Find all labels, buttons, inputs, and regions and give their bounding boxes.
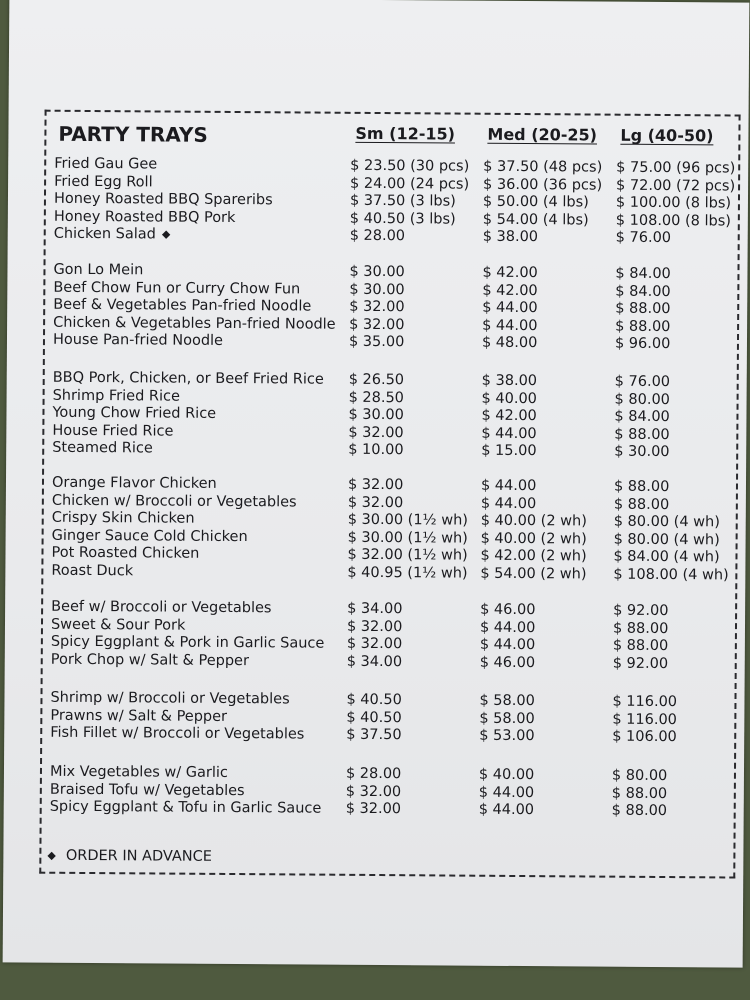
price-sm [348, 406, 403, 424]
price-med-text: $ 58.00 [479, 710, 535, 727]
price-lg [615, 282, 670, 300]
price-lg-text: $ 108.00 (4 wh) [613, 566, 729, 584]
price-lg-text: $ 84.00 [615, 265, 671, 283]
price-lg-text: $ 80.00 [611, 767, 668, 785]
item-name-text: Chicken w/ Broccoli or Vegetables [51, 492, 297, 511]
item-name [53, 261, 143, 280]
price-sm [349, 280, 404, 298]
item-name-text: Prawns w/ Salt & Pepper [50, 707, 228, 725]
price-lg-text: $ 106.00 [612, 728, 677, 746]
price-sm-text: $ 32.00 [346, 635, 403, 653]
price-sm [346, 726, 401, 744]
price-sm [347, 653, 402, 671]
price-sm-text: $ 32.00 [345, 800, 402, 818]
price-med-text: $ 38.00 [481, 372, 538, 390]
price-lg [615, 265, 670, 283]
price-med-text: $ 44.00 [478, 801, 535, 819]
footnote [47, 848, 212, 865]
item-name [53, 296, 311, 316]
price-sm [350, 174, 469, 193]
item-name-text: Sweet & Sour Pork [50, 616, 186, 634]
price-sm [350, 210, 456, 229]
price-sm-text: $ 10.00 [348, 442, 404, 459]
price-sm [346, 800, 401, 818]
price-sm-text: $ 23.50 (30 pcs) [350, 157, 470, 175]
price-lg [612, 767, 667, 785]
diamond-icon: ◆ [47, 848, 56, 862]
price-lg [616, 229, 671, 247]
item-name [54, 172, 153, 191]
item-name [51, 651, 249, 670]
diamond-icon: ◆ [161, 227, 171, 241]
price-lg-text: $ 88.00 [612, 637, 669, 655]
price-lg-text: $ 108.00 (8 lbs) [615, 212, 732, 230]
price-sm-text: $ 32.00 [349, 316, 405, 333]
price-sm [349, 298, 404, 316]
price-med-text: $ 44.00 [482, 299, 538, 317]
price-med [483, 175, 602, 194]
price-med [483, 211, 589, 230]
item-name-text: Orange Flavor Chicken [51, 474, 217, 492]
menu-items [49, 0, 745, 903]
item-name [50, 763, 228, 782]
price-sm [347, 546, 467, 565]
price-sm [346, 782, 401, 800]
price-med [480, 601, 535, 619]
price-med-text: $ 54.00 (4 lbs) [482, 211, 589, 229]
price-sm-text: $ 32.00 [345, 783, 402, 800]
menu-paper [3, 0, 750, 968]
price-med [481, 512, 587, 531]
price-lg-text: $ 88.00 [613, 478, 670, 496]
price-sm [348, 476, 403, 494]
price-lg [616, 159, 735, 178]
item-name-text: Honey Roasted BBQ Pork [53, 208, 236, 226]
item-name-text: Roast Duck [51, 562, 134, 580]
item-name [51, 562, 133, 581]
price-sm-text: $ 40.50 [346, 691, 402, 709]
price-lg [614, 408, 669, 426]
price-sm [348, 511, 468, 530]
price-med-text: $ 44.00 [479, 636, 536, 654]
price-med [481, 530, 587, 549]
item-name-text: House Pan-fried Noodle [52, 332, 224, 350]
item-name-text: Pot Roasted Chicken [51, 545, 200, 563]
price-med-text: $ 38.00 [482, 229, 539, 246]
price-med [481, 407, 536, 425]
price-lg-text: $ 88.00 [615, 318, 671, 335]
item-name [50, 706, 227, 725]
price-sm [348, 441, 403, 459]
price-sm-text: $ 35.00 [348, 334, 405, 351]
item-name-text: Pork Chop w/ Salt & Pepper [50, 651, 249, 669]
price-lg-text: $ 92.00 [613, 602, 669, 620]
price-lg [613, 548, 719, 567]
price-med-text: $ 44.00 [480, 495, 537, 512]
item-name [53, 278, 300, 298]
price-lg-text: $ 80.00 [614, 391, 671, 408]
price-sm-text: $ 30.00 [349, 263, 405, 281]
price-lg [614, 495, 669, 513]
item-name-text: Mix Vegetables w/ Garlic [49, 763, 228, 781]
item-name-text: Ginger Sauce Cold Chicken [51, 527, 248, 545]
price-med [479, 709, 534, 727]
price-sm [348, 424, 403, 442]
price-lg-text: $ 96.00 [614, 336, 671, 353]
item-name-text: Chicken & Vegetables Pan-fried Noodle [53, 314, 336, 333]
item-name [54, 155, 157, 174]
item-name [50, 724, 304, 744]
price-lg [615, 335, 670, 353]
item-name [50, 689, 289, 709]
price-lg-text: $ 30.00 [614, 444, 670, 461]
price-med-text: $ 44.00 [480, 477, 537, 495]
item-name [52, 474, 217, 493]
price-med-text: $ 40.00 [478, 766, 535, 784]
price-sm-text: $ 32.00 [347, 494, 404, 511]
price-sm-text: $ 37.50 (3 lbs) [349, 192, 456, 210]
item-name [50, 798, 322, 818]
price-med [481, 442, 536, 460]
item-name-text: Beef w/ Broccoli or Vegetables [51, 598, 272, 617]
price-med [483, 158, 602, 177]
price-med [480, 547, 586, 566]
item-name-text: Crispy Skin Chicken [51, 509, 195, 527]
price-sm [346, 708, 401, 726]
item-name-text: Steamed Rice [52, 440, 153, 457]
price-med [481, 477, 536, 495]
item-name-text: Braised Tofu w/ Vegetables [49, 781, 245, 799]
price-med-text: $ 40.00 [481, 390, 538, 407]
price-med [482, 264, 537, 282]
item-name-text: Honey Roasted BBQ Spareribs [53, 190, 273, 209]
price-sm [350, 157, 469, 176]
column-header-med: Med (20-25) [487, 124, 598, 145]
price-sm [346, 765, 401, 783]
price-med-text: $ 44.00 [481, 425, 537, 442]
item-name [52, 527, 248, 546]
price-sm [349, 388, 404, 406]
price-med-text: $ 46.00 [480, 601, 536, 619]
price-lg-text: $ 88.00 [615, 300, 671, 318]
price-med [482, 299, 537, 317]
price-lg [614, 425, 669, 443]
footnote-text: ORDER IN ADVANCE [65, 847, 213, 865]
item-name [52, 509, 195, 528]
item-name [52, 422, 173, 441]
price-sm-text: $ 34.00 [347, 600, 403, 618]
price-sm-text: $ 32.00 [349, 298, 405, 316]
price-lg-text: $ 92.00 [612, 655, 669, 672]
price-med [480, 565, 586, 584]
price-med-text: $ 42.00 (2 wh) [480, 548, 587, 565]
price-med-text: $ 58.00 [479, 692, 535, 710]
price-sm-text: $ 28.50 [348, 389, 405, 406]
price-med [483, 228, 538, 246]
price-med [482, 317, 537, 335]
price-med [481, 425, 536, 443]
price-med [479, 727, 534, 745]
item-name-text: Shrimp w/ Broccoli or Vegetables [50, 689, 290, 708]
price-sm [348, 493, 403, 511]
price-sm [347, 635, 402, 653]
price-med-text: $ 54.00 (2 wh) [480, 565, 587, 583]
price-med [480, 654, 535, 672]
item-name-text: Fish Fillet w/ Broccoli or Vegetables [50, 724, 305, 743]
price-med [483, 193, 589, 212]
price-sm-text: $ 32.00 [347, 476, 404, 494]
price-sm-text: $ 30.00 (1½ wh) [347, 511, 469, 529]
price-med [482, 389, 537, 407]
price-sm-text: $ 30.00 [349, 281, 405, 298]
price-lg [613, 637, 668, 655]
price-med [480, 636, 535, 654]
price-sm-text: $ 40.50 [346, 709, 402, 726]
item-name [52, 439, 153, 458]
price-med-text: $ 36.00 (36 pcs) [483, 176, 603, 194]
price-sm [347, 600, 402, 618]
item-name [54, 208, 236, 227]
price-med [479, 692, 534, 710]
price-med [479, 801, 534, 819]
item-name-text: Young Chow Fried Rice [52, 404, 217, 423]
price-sm-text: $ 32.00 [348, 424, 404, 441]
price-lg-text: $ 80.00 (4 wh) [613, 531, 720, 549]
price-lg [613, 566, 729, 585]
price-lg-text: $ 76.00 [614, 373, 671, 391]
price-lg-text: $ 72.00 (72 pcs) [616, 177, 736, 195]
price-sm-text: $ 28.00 [349, 228, 406, 245]
item-name-text: Shrimp Fried Rice [52, 387, 180, 405]
item-name [50, 780, 245, 799]
item-name-text: Beef Chow Fun or Curry Chow Fun [53, 279, 301, 298]
price-med-text: $ 44.00 [478, 784, 535, 801]
item-name-text: Fried Gau Gee [54, 155, 158, 173]
price-med-text: $ 40.00 (2 wh) [480, 512, 587, 530]
price-lg-text: $ 80.00 (4 wh) [613, 513, 720, 531]
item-name-text: Spicy Eggplant & Tofu in Garlic Sauce [49, 798, 322, 817]
price-sm-text: $ 30.00 (1½ wh) [347, 529, 468, 547]
price-sm [350, 192, 456, 211]
price-lg [616, 211, 731, 230]
price-med-text: $ 48.00 [481, 335, 538, 352]
price-sm [349, 333, 404, 351]
price-sm-text: $ 40.50 (3 lbs) [349, 210, 456, 228]
item-name-text: BBQ Pork, Chicken, or Beef Fried Rice [52, 369, 324, 388]
item-name-text: Beef & Vegetables Pan-fried Noodle [53, 296, 312, 315]
price-med [479, 766, 534, 784]
item-name [53, 386, 180, 405]
price-lg-text: $ 116.00 [612, 693, 678, 711]
price-sm [349, 371, 404, 389]
price-lg [614, 513, 720, 532]
price-sm [347, 617, 402, 635]
price-sm [349, 316, 404, 334]
price-med-text: $ 40.00 (2 wh) [480, 530, 587, 548]
price-sm-text: $ 40.95 (1½ wh) [347, 564, 468, 582]
price-med-text: $ 42.00 [482, 282, 538, 299]
price-lg [616, 176, 735, 195]
price-lg [615, 373, 670, 391]
price-med-text: $ 46.00 [479, 654, 536, 671]
price-lg-text: $ 84.00 (4 wh) [613, 549, 720, 566]
price-sm-text: $ 30.00 [348, 406, 404, 424]
price-med [482, 334, 537, 352]
price-med [482, 372, 537, 390]
price-lg-text: $ 88.00 [611, 785, 668, 802]
price-med [479, 783, 534, 801]
price-lg [614, 530, 720, 549]
price-lg-text: $ 88.00 [611, 802, 668, 820]
price-lg-text: $ 88.00 [613, 496, 670, 513]
page-title: PARTY TRAYS [58, 121, 208, 147]
price-med-text: $ 50.00 (4 lbs) [482, 193, 589, 211]
price-lg-text: $ 88.00 [614, 426, 670, 443]
item-name-text: Gon Lo Mein [53, 261, 144, 279]
price-lg [613, 619, 668, 637]
column-header-lg: Lg (40-50) [620, 125, 714, 146]
price-lg-text: $ 84.00 [615, 283, 671, 300]
price-lg [612, 693, 677, 711]
item-name [51, 544, 199, 563]
price-sm-text: $ 24.00 (24 pcs) [350, 175, 470, 193]
price-lg [612, 728, 677, 746]
price-med-text: $ 44.00 [479, 619, 536, 636]
item-name [54, 190, 273, 210]
price-sm [347, 564, 467, 583]
price-lg [615, 390, 670, 408]
price-lg-text: $ 76.00 [615, 230, 672, 247]
price-med-text: $ 44.00 [482, 317, 538, 334]
item-name-text: House Fried Rice [52, 422, 174, 440]
item-name-text: Spicy Eggplant & Pork in Garlic Sauce [50, 633, 325, 652]
price-med-text: $ 42.00 [481, 407, 537, 425]
price-lg-text: $ 116.00 [612, 711, 677, 728]
item-name [52, 404, 216, 423]
column-header-sm: Sm (12-15) [355, 123, 456, 144]
price-lg [616, 194, 731, 213]
price-sm-text: $ 26.50 [348, 371, 405, 389]
price-lg [614, 443, 669, 461]
price-lg [612, 802, 667, 820]
price-med-text: $ 42.00 [482, 264, 538, 282]
price-med-text: $ 37.50 (48 pcs) [483, 158, 603, 176]
price-sm [348, 529, 468, 548]
price-lg [612, 784, 667, 802]
item-name [54, 225, 171, 245]
price-sm-text: $ 37.50 [346, 726, 402, 744]
price-sm-text: $ 32.00 (1½ wh) [347, 547, 468, 565]
price-sm [346, 691, 401, 709]
price-med [480, 618, 535, 636]
item-name [52, 491, 297, 511]
price-sm [349, 263, 404, 281]
item-name [51, 598, 271, 618]
price-sm-text: $ 28.00 [345, 765, 402, 783]
price-lg-text: $ 88.00 [612, 620, 669, 637]
price-lg [612, 710, 677, 728]
item-name-text: Fried Egg Roll [54, 173, 153, 191]
item-name [51, 615, 186, 634]
price-lg [615, 300, 670, 318]
price-lg [613, 602, 668, 620]
item-name-text: Chicken Salad [53, 226, 156, 243]
price-lg [614, 478, 669, 496]
price-sm-text: $ 34.00 [346, 653, 403, 670]
price-sm [350, 227, 405, 245]
price-lg-text: $ 100.00 (8 lbs) [615, 194, 732, 212]
price-sm-text: $ 32.00 [346, 618, 403, 635]
price-lg-text: $ 84.00 [614, 408, 670, 426]
price-med [481, 494, 536, 512]
price-lg [613, 654, 668, 672]
price-med-text: $ 53.00 [479, 727, 535, 745]
price-lg [615, 317, 670, 335]
item-name [53, 331, 223, 350]
price-med-text: $ 15.00 [481, 443, 537, 460]
price-lg-text: $ 75.00 (96 pcs) [616, 159, 736, 177]
price-med [482, 281, 537, 299]
